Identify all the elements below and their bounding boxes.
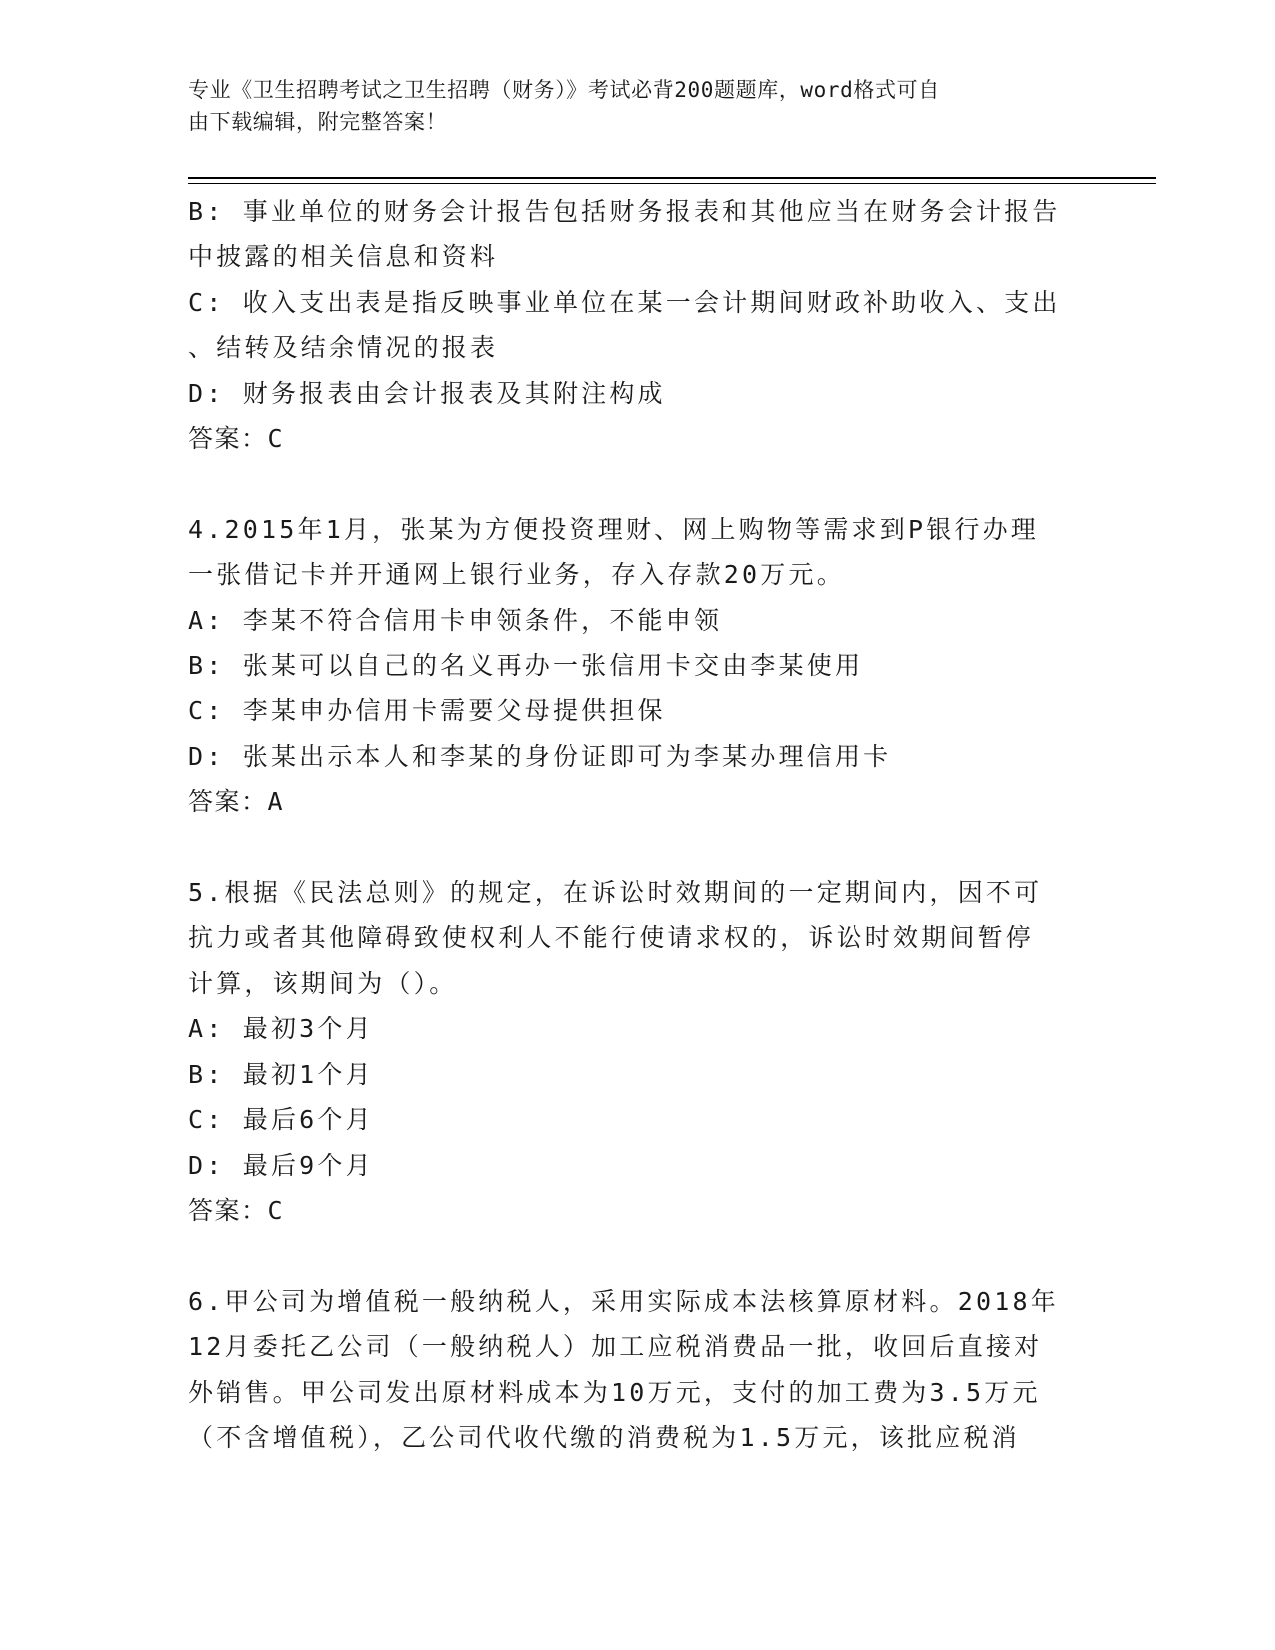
document-body xyxy=(188,189,1083,1460)
question-stem-cont: 抗力或者其他障碍致使权利人不能行使请求权的，诉讼时效期间暂停 xyxy=(188,923,1035,953)
question-3 xyxy=(188,189,1083,461)
question-stem-cont: 一张借记卡并开通网上银行业务，存入存款20万元。 xyxy=(188,560,845,590)
spacer xyxy=(188,461,1083,506)
option-d: D: 最后9个月 xyxy=(188,1150,374,1180)
option-b-cont: 中披露的相关信息和资料 xyxy=(188,242,499,272)
spacer xyxy=(188,825,1083,870)
question-stem-cont: 计算，该期间为（）。 xyxy=(188,968,458,998)
question-stem: 5.根据《民法总则》的规定，在诉讼时效期间的一定期间内，因不可 xyxy=(188,878,1043,908)
question-stem-cont: 12月委托乙公司（一般纳税人）加工应税消费品一批，收回后直接对 xyxy=(188,1332,1043,1362)
question-stem: 6.甲公司为增值税一般纳税人，采用实际成本法核算原材料。2018年 xyxy=(188,1286,1059,1316)
header-line: 专业《卫生招聘考试之卫生招聘（财务）》考试必背200题题库，word格式可自 xyxy=(188,78,940,102)
answer: 答案：C xyxy=(188,1195,285,1225)
spacer xyxy=(188,1233,1083,1278)
option-c: C: 收入支出表是指反映事业单位在某一会计期间财政补助收入、支出 xyxy=(188,287,1061,317)
question-stem-cont: 外销售。甲公司发出原材料成本为10万元，支付的加工费为3.5万元 xyxy=(188,1377,1041,1407)
answer: 答案：C xyxy=(188,424,285,454)
question-stem-cont: （不含增值税），乙公司代收代缴的消费税为1.5万元，该批应税消 xyxy=(188,1422,1020,1452)
option-a: A: 李某不符合信用卡申领条件，不能申领 xyxy=(188,605,723,635)
option-d: D: 张某出示本人和李某的身份证即可为李某办理信用卡 xyxy=(188,741,892,771)
option-c: C: 最后6个月 xyxy=(188,1105,374,1135)
option-b: B: 事业单位的财务会计报告包括财务报表和其他应当在财务会计报告 xyxy=(188,197,1061,226)
header-divider-thin xyxy=(188,183,1156,184)
option-c-cont: 、结转及结余情况的报表 xyxy=(188,333,499,363)
header-divider xyxy=(188,177,1156,179)
question-5 xyxy=(188,870,1083,1233)
option-b: B: 张某可以自己的名义再办一张信用卡交由李某使用 xyxy=(188,651,864,681)
question-6 xyxy=(188,1279,1083,1461)
option-a: A: 最初3个月 xyxy=(188,1014,374,1044)
answer: 答案：A xyxy=(188,787,285,817)
question-stem: 4.2015年1月，张某为方便投资理财、网上购物等需求到P银行办理 xyxy=(188,514,1040,544)
document-header xyxy=(188,74,1068,138)
header-line: 由下载编辑，附完整答案！ xyxy=(188,110,448,134)
option-c: C: 李某申办信用卡需要父母提供担保 xyxy=(188,696,666,726)
question-4 xyxy=(188,507,1083,825)
option-b: B: 最初1个月 xyxy=(188,1059,374,1089)
option-d: D: 财务报表由会计报表及其附注构成 xyxy=(188,378,666,408)
